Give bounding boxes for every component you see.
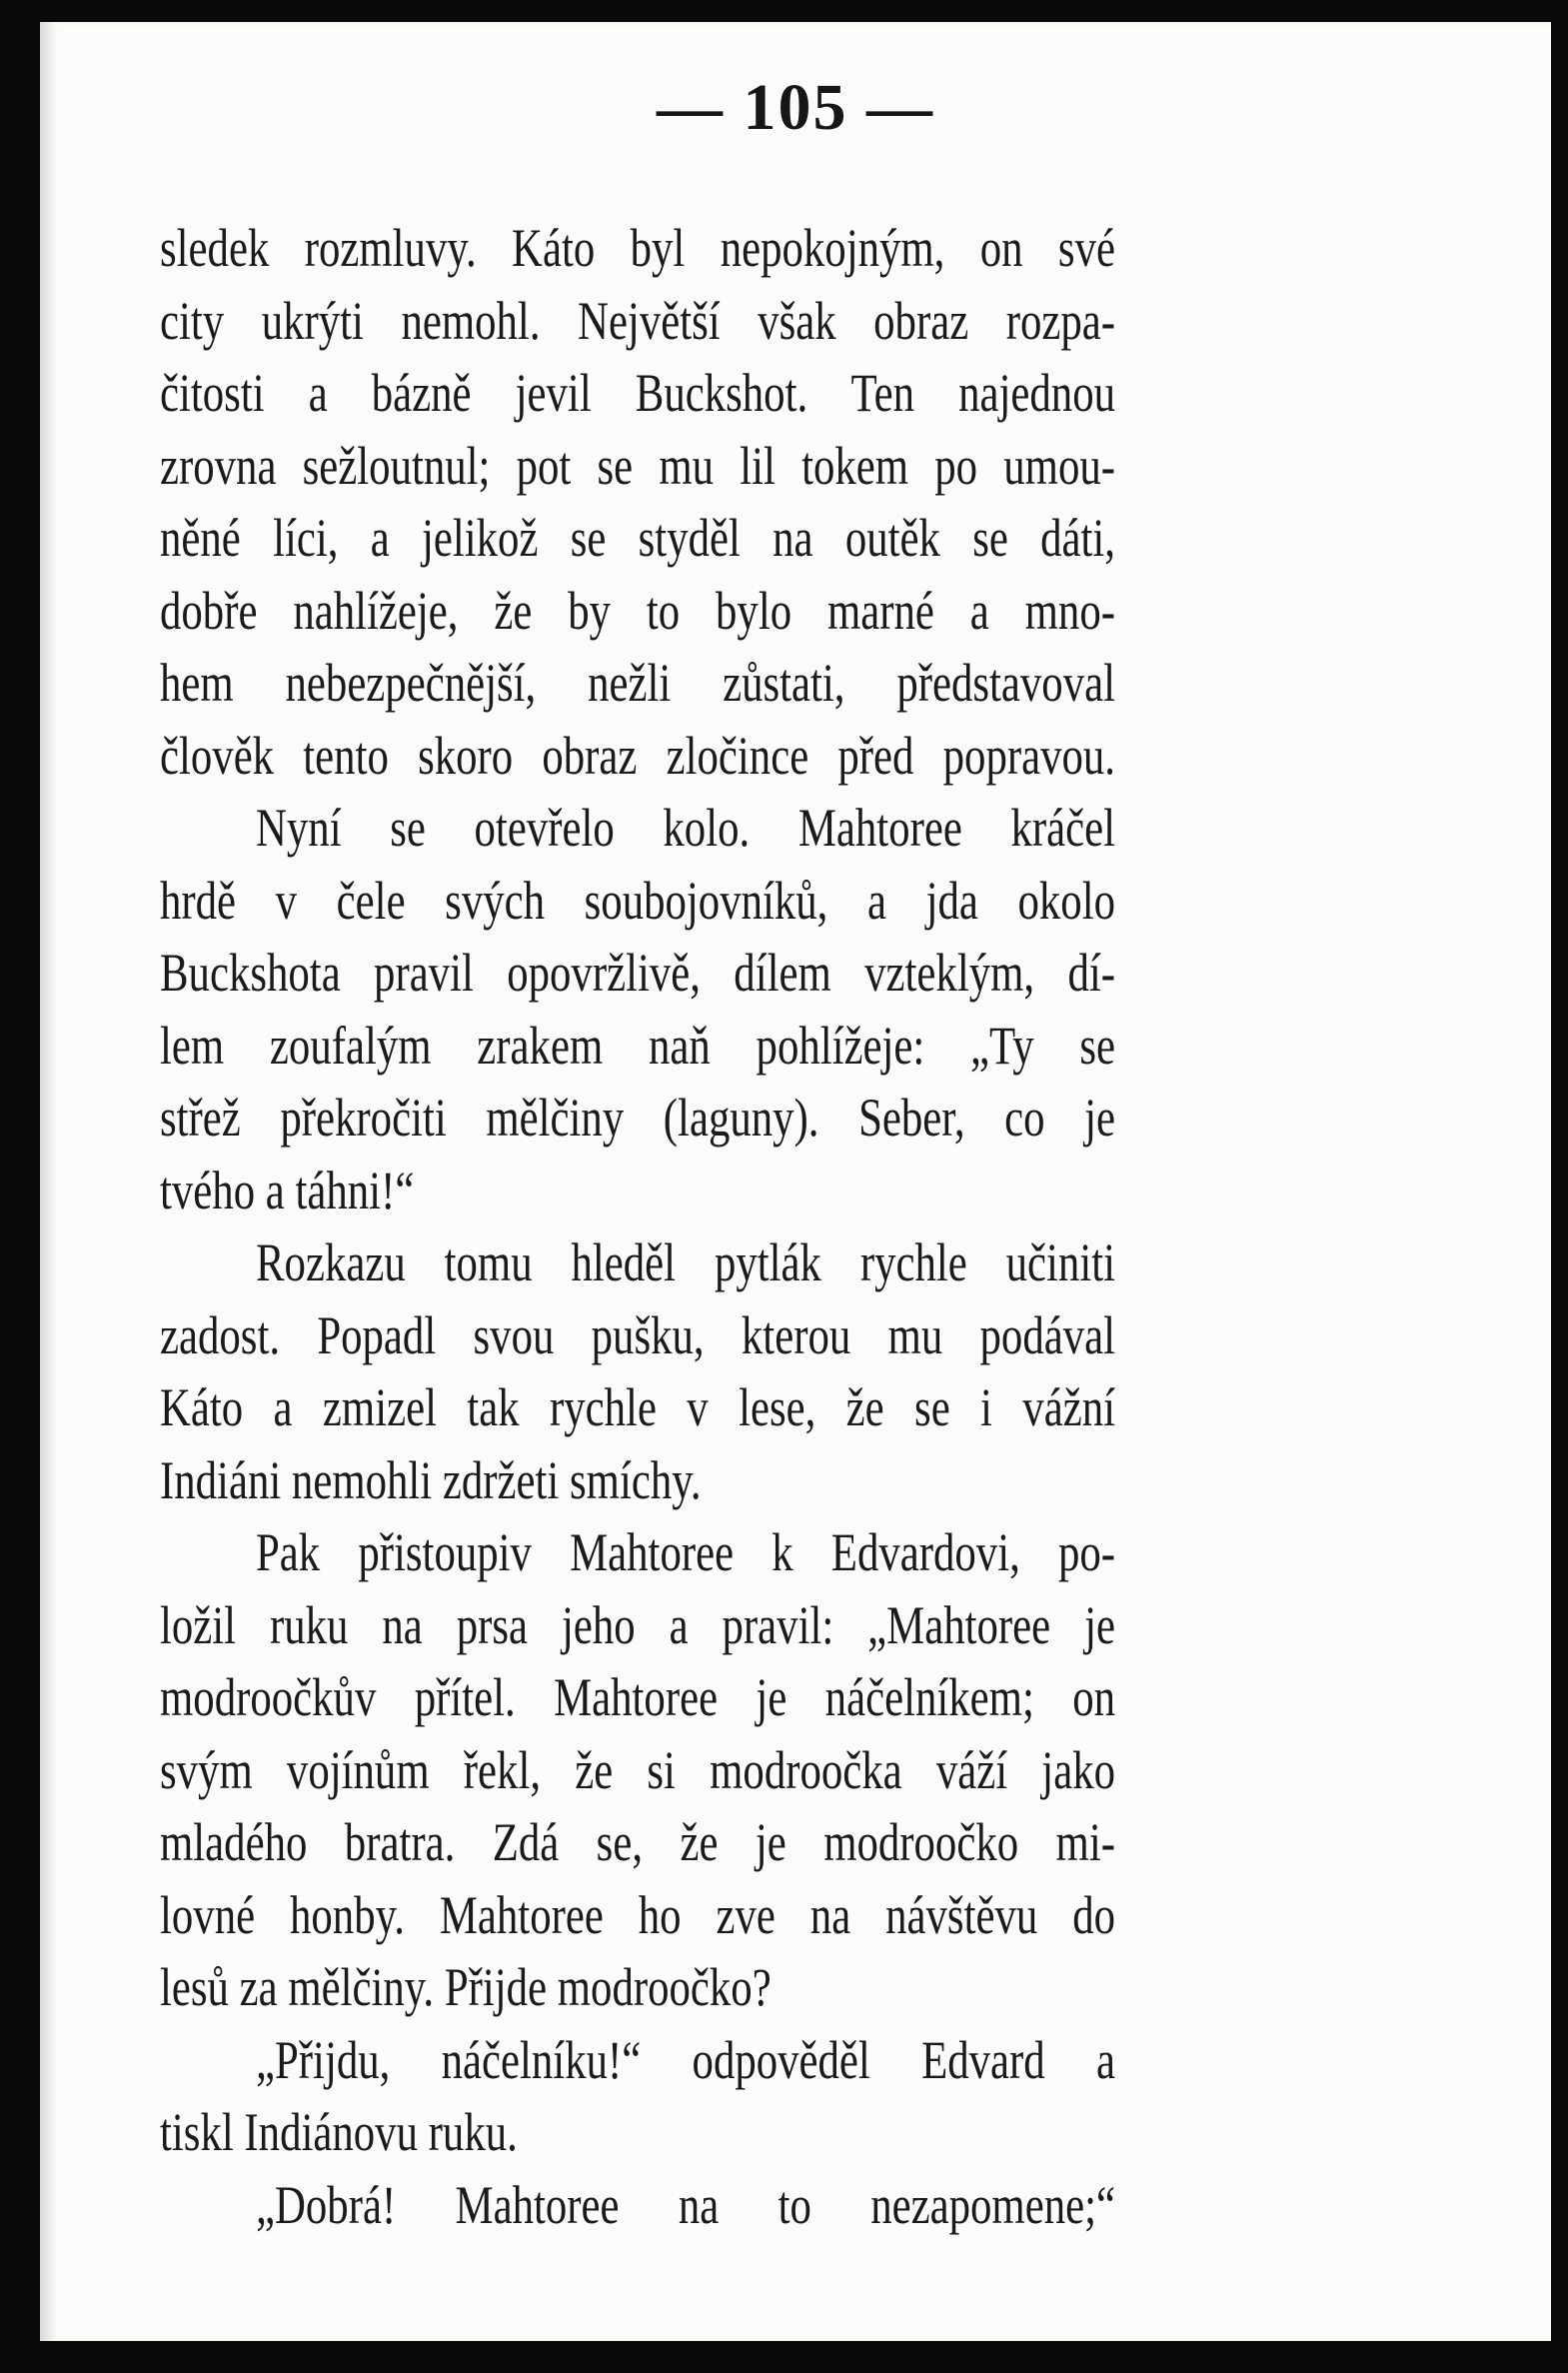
text-line: člověk tento skoro obraz zločince před popravou. bbox=[160, 725, 1115, 786]
body-text bbox=[160, 212, 1115, 2241]
text-line: zrovna sežloutnul; pot se mu lil tokem po umou- bbox=[160, 435, 1115, 496]
text-line: hrdě v čele svých soubojovníků, a jda okolo bbox=[160, 870, 1115, 931]
text-line: čitosti a bázně jevil Buckshot. Ten najednou bbox=[160, 363, 1115, 423]
text-line: „Přijdu, náčelníku!“ odpověděl Edvard a bbox=[256, 2029, 1115, 2090]
text-line: city ukrýti nemohl. Největší však obraz rozpa- bbox=[160, 290, 1115, 351]
text-line: „Dobrá! Mahtoree na to nezapomene;“ bbox=[256, 2174, 1115, 2235]
text-line: Indiáni nemohli zdržeti smíchy. bbox=[160, 1449, 702, 1510]
text-line: Pak přistoupiv Mahtoree k Edvardovi, po- bbox=[256, 1522, 1115, 1582]
text-line: lem zoufalým zrakem naň pohlížeje: „Ty se bbox=[160, 1015, 1115, 1076]
text-line: svým vojínům řekl, že si modroočka váží jako bbox=[160, 1739, 1115, 1800]
text-line: něné líci, a jelikož se styděl na outěk se dáti, bbox=[160, 508, 1115, 568]
text-line: modroočkův přítel. Mahtoree je náčelníkem; on bbox=[160, 1667, 1115, 1727]
text-line: Káto a zmizel tak rychle v lese, že se i vážní bbox=[160, 1377, 1115, 1437]
text-line: dobře nahlížeje, že by to bylo marné a mno- bbox=[160, 580, 1115, 641]
text-line: hem nebezpečnější, nežli zůstati, představoval bbox=[160, 653, 1115, 713]
text-line: Buckshota pravil opovržlivě, dílem vzteklým, dí- bbox=[160, 943, 1115, 1003]
text-line: zadost. Popadl svou pušku, kterou mu podával bbox=[160, 1304, 1115, 1365]
page-number-header: — 105 — bbox=[657, 71, 934, 144]
text-line: mladého bratra. Zdá se, že je modroočko mi- bbox=[160, 1812, 1115, 1872]
text-line: lesů za mělčiny. Přijde modroočko? bbox=[160, 1957, 772, 2017]
text-line: tvého a táhni!“ bbox=[160, 1160, 415, 1220]
text-line: Rozkazu tomu hleděl pytlák rychle učiniti bbox=[256, 1232, 1115, 1292]
book-page bbox=[40, 22, 1551, 2341]
text-line: tiskl Indiánovu ruku. bbox=[160, 2102, 518, 2162]
text-line: ložil ruku na prsa jeho a pravil: „Mahtoree je bbox=[160, 1594, 1115, 1655]
page-edge-shadow bbox=[40, 22, 58, 2341]
text-line: střež překročiti mělčiny (laguny). Seber, co je bbox=[160, 1088, 1115, 1148]
text-line: sledek rozmluvy. Káto byl nepokojným, on své bbox=[160, 218, 1115, 278]
text-line: lovné honby. Mahtoree ho zve na návštěvu do bbox=[160, 1884, 1115, 1945]
text-line: Nyní se otevřelo kolo. Mahtoree kráčel bbox=[256, 798, 1115, 858]
